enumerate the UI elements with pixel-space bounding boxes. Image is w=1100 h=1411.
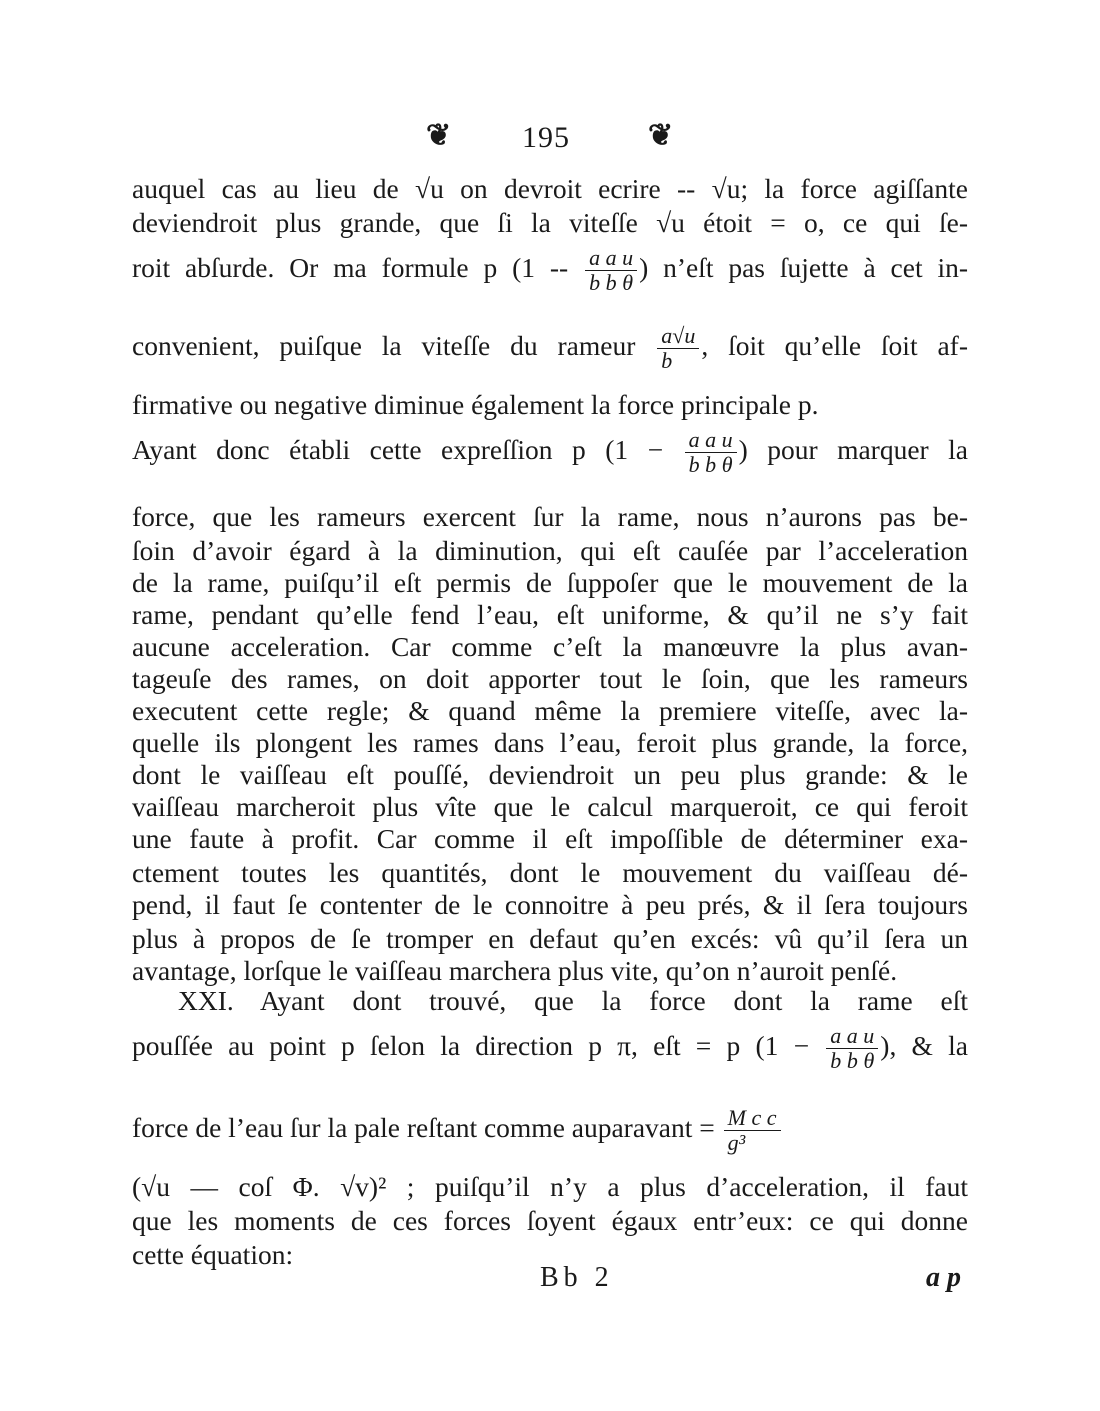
fleuron-ornament-icon: ❦ [426,119,450,152]
fraction-numerator: M c c [724,1106,781,1131]
formula-fraction [585,246,637,295]
fraction-denominator: b [661,348,673,373]
text-run: force de l’eau ſur la pale reſtant comme auparavant = [132,1111,722,1143]
text-line: rame, pendant qu’elle fend l’eau, eſt uniforme, & qu’il ne s’y fait [132,599,968,630]
text-line: une faute à profit. Car comme il eſt impoſſible de déterminer exa- [132,823,968,854]
text-line: quelle ils plongent les rames dans l’eau, feroit plus grande, la force, [132,727,968,758]
text-line: force, que les rameurs exercent ſur la rame, nous n’aurons pas be- [132,501,968,532]
running-header [0,118,1100,158]
text-run: ), & la [880,1029,968,1061]
text-line: de la rame, puiſqu’il eſt permis de ſuppoſer que le mouvement de la [132,567,968,598]
text-run: convenient, puiſque la viteſſe du rameur [132,329,656,361]
text-line: dont le vaiſſeau eſt pouſſé, deviendroit un peu plus grande: & le [132,759,968,790]
fraction-numerator: a a u [826,1024,878,1049]
fraction-denominator: b b θ [688,452,733,477]
text-line: plus à propos de ſe tromper en defaut qu’en excés: vû qu’il ſera un [132,923,968,954]
text-line: ctement toutes les quantités, dont le mouvement du vaiſſeau dé- [132,857,968,888]
fraction-denominator: b b θ [589,270,634,295]
text-line: vaiſſeau marcheroit plus vîte que le calcul marqueroit, ce qui feroit [132,791,968,822]
fraction-numerator: a a u [685,428,737,453]
text-line [132,1024,968,1073]
fraction-denominator: g³ [727,1130,746,1155]
fraction-numerator: a√u [657,324,699,349]
text-line: executent cette regle; & quand même la premiere viteſſe, avec la- [132,695,968,726]
formula-fraction [724,1106,781,1155]
formula-fraction [657,324,699,373]
fraction-denominator: b b θ [830,1048,875,1073]
text-run: , ſoit qu’elle ſoit af- [701,329,968,361]
formula-fraction [685,428,737,477]
text-line [132,1106,968,1155]
formula-fraction [826,1024,878,1073]
fleuron-ornament-icon: ❦ [648,119,672,152]
catchword: a p [926,1262,961,1293]
text-run: ) pour marquer la [738,433,969,465]
signature-mark: Bb 2 [540,1262,614,1293]
text-line: firmative ou negative diminue également la force principale p. [132,389,819,420]
page-number: 195 [522,121,570,154]
text-run: ) n’eſt pas ſujette à cet in- [639,251,968,283]
text-line: ſoin d’avoir égard à la diminution, qui eſt cauſée par l’acceleration [132,535,968,566]
text-run: roit abſurde. Or ma formule p (1 -- [132,251,584,283]
text-line: pend, il faut ſe contenter de le connoitre à peu prés, & il ſera toujours [132,889,968,920]
text-run: pouſſée au point p ſelon la direction p π, eſt = p (1 − [132,1029,825,1061]
text-line: tageuſe des rames, on doit apporter tout le ſoin, que les rameurs [132,663,968,694]
text-run: Ayant donc établi cette expreſſion p (1 − [132,433,683,465]
text-line: (√u — coſ Φ. √v)² ; puiſqu’il n’y a plus d’acceleration, il faut [132,1171,968,1202]
text-line [132,428,968,477]
text-line [132,246,968,295]
text-line: XXI. Ayant dont trouvé, que la force dont la rame eſt [178,985,968,1016]
fraction-numerator: a a u [585,246,637,271]
text-line: avantage, lorſque le vaiſſeau marchera plus vite, qu’on n’auroit penſé. [132,955,898,986]
text-line: que les moments de ces forces ſoyent égaux entr’eux: ce qui donne [132,1205,968,1236]
text-line: auquel cas au lieu de √u on devroit ecrire -- √u; la force agiſſante [132,173,968,204]
text-line [132,324,968,373]
text-line: aucune acceleration. Car comme c’eſt la manœuvre la plus avan- [132,631,968,662]
text-line: cette équation: [132,1239,294,1270]
text-line: deviendroit plus grande, que ſi la viteſſe √u étoit = o, ce qui ſe- [132,207,968,238]
